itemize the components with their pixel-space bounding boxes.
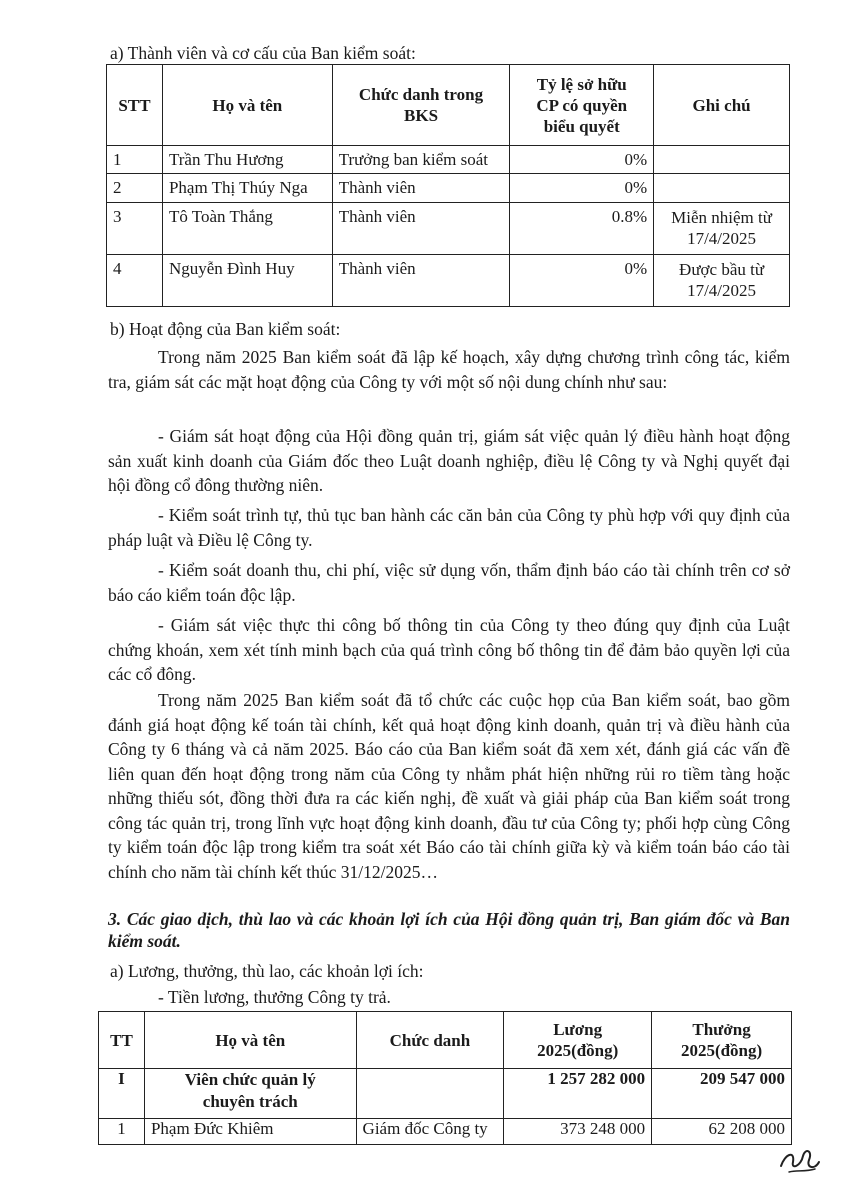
paragraph: Trong năm 2025 Ban kiểm soát đã tổ chức các cuộc họp của Ban kiểm soát, bao gồm đánh giá hoạt động kế toán tài chính, kết quả hoạt động kinh doanh, quản trị và điều hành của Công ty 6 tháng và cả năm 2025. Báo cáo của Ban kiểm soát đã xem xét, đánh giá các vấn đề liên quan đến hoạt động trong năm của Công ty nhằm phát hiện những rủi ro tiềm tàng hoặc những thiếu sót, đồng thời đưa ra các kiến nghị, đề xuất và giải pháp của Ban kiểm soát trong công tác quản trị, trong lĩnh vực hoạt động kinh doanh, đầu tư của Công ty; phối hợp cùng Công ty kiểm toán độc lập trong kiểm tra soát xét Báo cáo tài chính giữa kỳ và kiểm toán báo cáo tài chính cho năm tài chính kết thúc 31/12/2025… (108, 690, 790, 882)
row-title: Trưởng ban kiểm soát (332, 146, 510, 174)
col-header-salary: Lương 2025(đồng) (504, 1012, 652, 1069)
row-salary: 373 248 000 (504, 1119, 652, 1145)
table-row (107, 255, 790, 307)
paragraph: Trong năm 2025 Ban kiểm soát đã lập kế hoạch, xây dựng chương trình công tác, kiểm tra, giám sát các mặt hoạt động của Công ty với một số nội dung chính như sau: (108, 347, 790, 392)
table-row (107, 146, 790, 174)
row-bonus: 62 208 000 (652, 1119, 792, 1145)
table-row (99, 1069, 792, 1119)
row-note: Được bầu từ 17/4/2025 (654, 255, 790, 307)
col-header-stt: STT (107, 65, 163, 146)
salary-table (98, 1011, 792, 1145)
row-salary: 1 257 282 000 (504, 1069, 652, 1119)
section-3a-subitem: - Tiền lương, thưởng Công ty trả. (158, 987, 391, 1007)
row-note: Miễn nhiệm từ 17/4/2025 (654, 203, 790, 255)
row-title: Thành viên (332, 174, 510, 203)
col-header-share: Tỷ lệ sở hữu CP có quyền biểu quyết (510, 65, 654, 146)
signature-mark (775, 1136, 823, 1180)
table-header-row (107, 65, 790, 146)
paragraph: - Kiểm soát trình tự, thủ tục ban hành các căn bản của Công ty phù hợp với quy định của pháp luật và Điều lệ Công ty. (108, 505, 790, 550)
row-stt: 1 (107, 146, 163, 174)
section-b-heading: b) Hoạt động của Ban kiểm soát: (110, 319, 341, 339)
row-share: 0.8% (510, 203, 654, 255)
row-name: Phạm Đức Khiêm (144, 1119, 356, 1145)
col-header-note: Ghi chú (654, 65, 790, 146)
row-title: Giám đốc Công ty (356, 1119, 504, 1145)
table-row (107, 174, 790, 203)
col-header-title: Chức danh (356, 1012, 504, 1069)
table-row (107, 203, 790, 255)
table-row (99, 1119, 792, 1145)
section-a-heading: a) Thành viên và cơ cấu của Ban kiểm soát: (110, 43, 416, 63)
col-header-name: Họ và tên (162, 65, 332, 146)
row-name: Nguyễn Đình Huy (162, 255, 332, 307)
paragraph: - Kiểm soát doanh thu, chi phí, việc sử dụng vốn, thẩm định báo cáo tài chính trên cơ sở báo cáo kiểm toán độc lập. (108, 560, 790, 605)
section-3a-heading: a) Lương, thưởng, thù lao, các khoản lợi ích: (110, 961, 424, 981)
section-3-heading: 3. Các giao dịch, thù lao và các khoản lợi ích của Hội đồng quản trị, Ban giám đốc và Ban kiểm soát. (108, 909, 790, 951)
row-name: Phạm Thị Thúy Nga (162, 174, 332, 203)
col-header-tt: TT (99, 1012, 145, 1069)
paragraph: - Giám sát việc thực thi công bố thông tin của Công ty theo đúng quy định của Luật chứng khoán, xem xét tính minh bạch của quá trình công bố thông tin để đảm bảo quyền lợi của các cổ đông. (108, 615, 790, 684)
row-tt: 1 (99, 1119, 145, 1145)
row-share: 0% (510, 255, 654, 307)
row-name: Viên chức quản lý chuyên trách (144, 1069, 356, 1119)
row-title (356, 1069, 504, 1119)
row-stt: 4 (107, 255, 163, 307)
row-name: Trần Thu Hương (162, 146, 332, 174)
row-note (654, 146, 790, 174)
row-bonus: 209 547 000 (652, 1069, 792, 1119)
row-title: Thành viên (332, 203, 510, 255)
supervisory-board-table (106, 64, 790, 307)
row-stt: 2 (107, 174, 163, 203)
row-note (654, 174, 790, 203)
row-name: Tô Toàn Thắng (162, 203, 332, 255)
table-header-row (99, 1012, 792, 1069)
col-header-name: Họ và tên (144, 1012, 356, 1069)
paragraph: - Giám sát hoạt động của Hội đồng quản trị, giám sát việc quản lý điều hành hoạt động sản xuất kinh doanh của Giám đốc theo Luật doanh nghiệp, điều lệ Công ty và Nghị quyết đại hội đồng cổ đông thường niên. (108, 426, 790, 495)
row-tt: I (99, 1069, 145, 1119)
row-title: Thành viên (332, 255, 510, 307)
row-stt: 3 (107, 203, 163, 255)
col-header-title: Chức danh trong BKS (332, 65, 510, 146)
col-header-bonus: Thưởng 2025(đồng) (652, 1012, 792, 1069)
row-share: 0% (510, 146, 654, 174)
row-share: 0% (510, 174, 654, 203)
